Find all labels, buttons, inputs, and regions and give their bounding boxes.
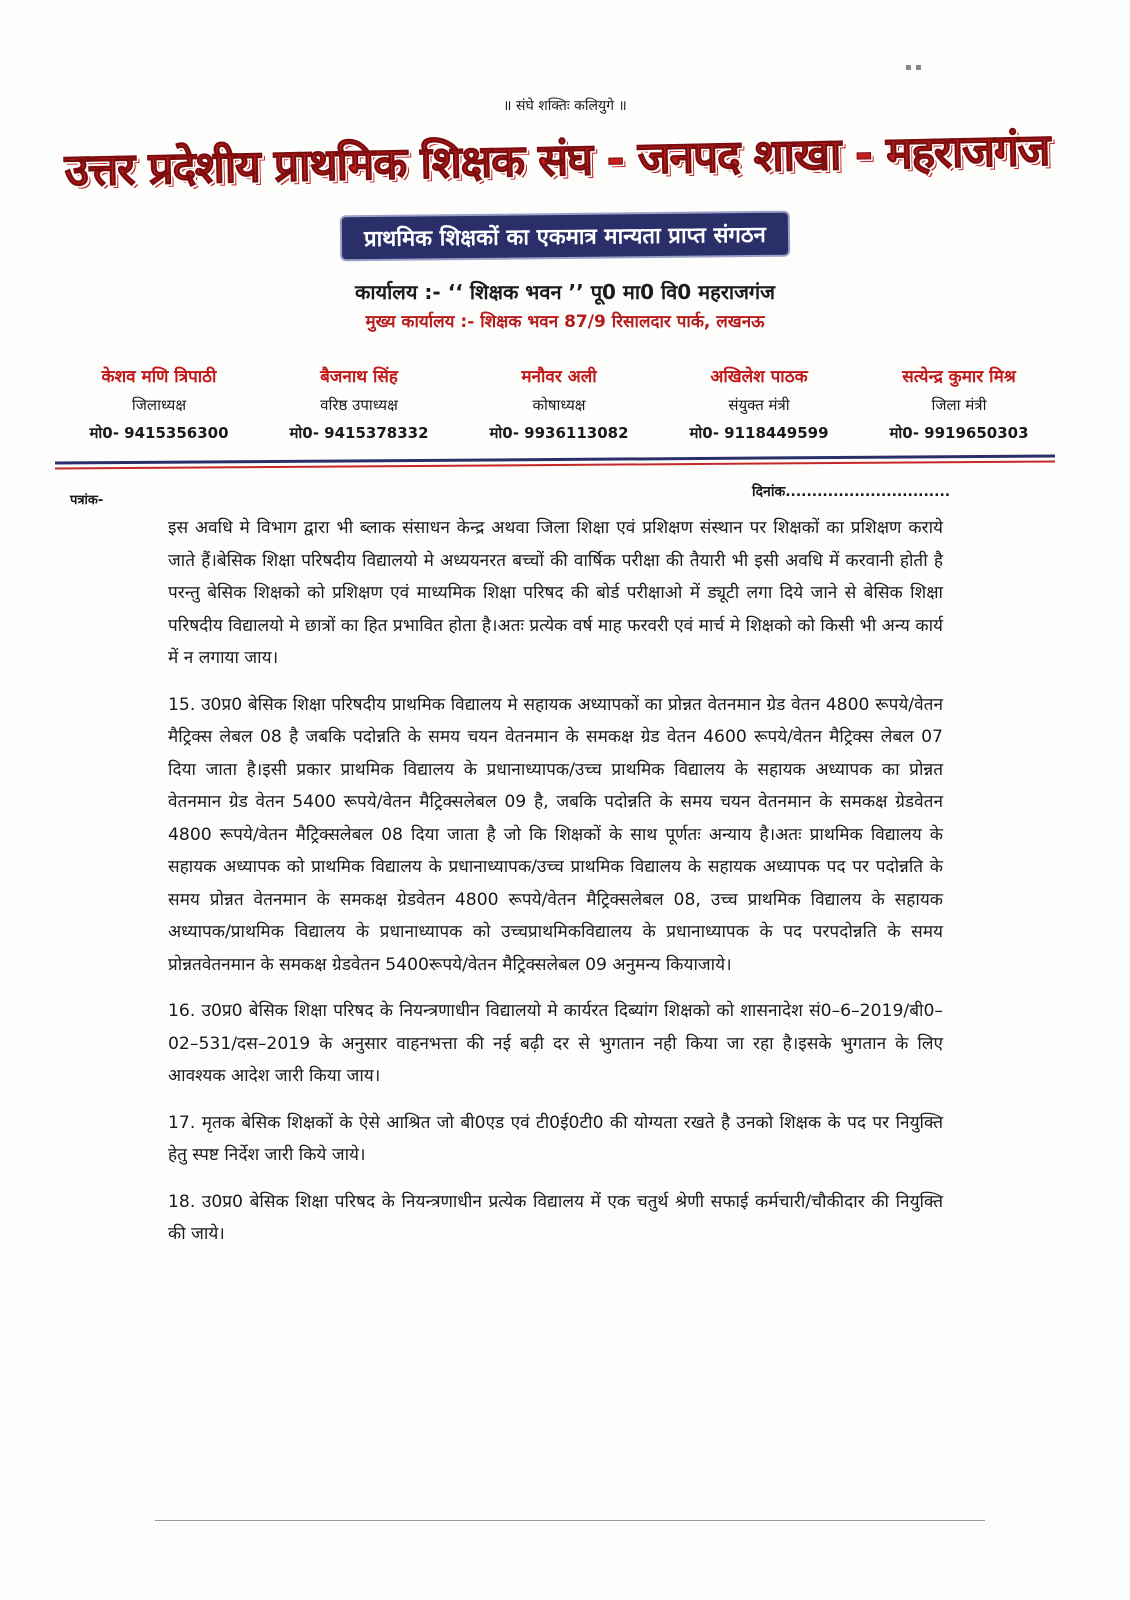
head-office-address: मुख्य कार्यालय :- शिक्षक भवन 87/9 रिसालदार पार्क, लखनऊ [365, 312, 765, 332]
officer-name: अखिलेश पाठक [710, 367, 808, 387]
scan-speck: ▪ ▪ [905, 62, 922, 73]
officer-card [864, 364, 1054, 443]
footer-divider [155, 1520, 985, 1521]
officer-name: केशव मणि त्रिपाठी [101, 367, 217, 387]
paragraph: 17. मृतक बेसिक शिक्षकों के ऐसे आश्रित जो बी0एड एवं टी0ई0टी0 की योग्यता रखते है उनको शिक्षक के पद पर नियुक्ति हेतु स्पष्ट निर्देश जारी किये जाये। [168, 1112, 943, 1165]
office-address: कार्यालय :- ‘‘ शिक्षक भवन ’’ पू0 मा0 वि0 महराजगंज [354, 280, 776, 304]
officer-phone: मो0- 9415356300 [89, 424, 229, 442]
officer-card [64, 364, 254, 443]
officers-row [64, 364, 1054, 443]
officer-phone: मो0- 9118449599 [689, 424, 829, 442]
officer-designation: वरिष्ठ उपाध्यक्ष [320, 396, 398, 414]
officer-designation: जिलाध्यक्ष [131, 396, 187, 414]
officer-card [464, 364, 654, 443]
officer-phone: मो0- 9415378332 [289, 424, 429, 442]
officer-card [664, 364, 854, 443]
organization-title: उत्तर प्रदेशीय प्राथमिक शिक्षक संघ - जनपद शाखा - महराजगंज [64, 124, 1050, 197]
officer-name: सत्येन्द्र कुमार मिश्र [902, 367, 1016, 387]
officer-designation: कोषाध्यक्ष [532, 396, 586, 414]
officer-designation: जिला मंत्री [931, 396, 987, 414]
paragraph: 15. उ0प्र0 बेसिक शिक्षा परिषदीय प्राथमिक विद्यालय मे सहायक अध्यापकों का प्रोन्नत वेतनमान ग्रेड वेतन 4800 रूपये/वेतन मैट्रिक्स लेबल 08 है जबकि पदोन्नति के समय चयन वेतनमान के समकक्ष ग्रेड वेतन 4600 रूपये/वेतन मैट्रिक्स लेबल 07 दिया जाता है।इसी प्रकार प्राथमिक विद्यालय के प्रधानाध्यापक/उच्च प्राथमिक विद्यालय के सहायक अध्यापक का प्रोन्नत वेतनमान ग्रेड वेतन 5400 रूपये/वेतन मैट्रिक्सलेबल 09 है, जबकि पदोन्नति के समय चयन वेतनमान के समकक्ष ग्रेडवेतन 4800 रूपये/वेतन मैट्रिक्सलेबल 08 दिया जाता है जो कि शिक्षकों के साथ पूर्णतः अन्याय है।अतः प्राथमिक विद्यालय के सहायक अध्यापक को प्राथमिक विद्यालय के प्रधानाध्यापक/उच्च प्राथमिक विद्यालय के सहायक अध्यापक पद पर पदोन्नति के समय प्रोन्नत वेतनमान के समकक्ष ग्रेडवेतन 4800 रूपये/वेतन मैट्रिक्सलेबल 08, उच्च प्राथमिक विद्यालय के सहायक अध्यापक/प्राथमिक विद्यालय के प्रधानाध्यापक को उच्चप्राथमिकविद्यालय के प्रधानाध्यापक के पद परपदोन्नति के समय प्रोन्नतवेतनमान के समकक्ष ग्रेडवेतन 5400रूपये/वेतन मैट्रिक्सलेबल 09 अनुमन्य कियाजाये। [168, 694, 943, 975]
officer-name: मनौवर अली [521, 367, 597, 387]
tagline-text: प्राथमिक शिक्षकों का एकमात्र मान्यता प्राप्त संगठन [340, 211, 790, 262]
officer-card [264, 364, 454, 443]
officer-phone: मो0- 9919650303 [889, 424, 1029, 442]
reference-number-label: पत्रांक- [70, 493, 104, 508]
officer-name: बैजनाथ सिंह [320, 367, 398, 387]
tagline-banner [0, 213, 1130, 259]
paragraph: 18. उ0प्र0 बेसिक शिक्षा परिषद के नियन्त्रणाधीन प्रत्येक विद्यालय में एक चतुर्थ श्रेणी सफाई कर्मचारी/चौकीदार की नियुक्ति की जाये। [168, 1191, 943, 1244]
paragraph: इस अवधि मे विभाग द्वारा भी ब्लाक संसाधन केन्द्र अथवा जिला शिक्षा एवं प्रशिक्षण संस्थान पर शिक्षकों का प्रशिक्षण कराये जाते हैं।बेसिक शिक्षा परिषदीय विद्यालयो मे अध्ययनरत बच्चों की वार्षिक परीक्षा की तैयारी भी इसी अवधि में करवानी होती है परन्तु बेसिक शिक्षको को प्रशिक्षण एवं माध्यमिक शिक्षा परिषद की बोर्ड परीक्षाओ में ड्यूटी लगा दिये जाने से बेसिक शिक्षा परिषदीय विद्यालयो मे छात्रों का हित प्रभावित होता है।अतः प्रत्येक वर्ष माह फरवरी एवं मार्च मे शिक्षको को किसी भी अन्य कार्य में न लगाया जाय। [168, 518, 943, 668]
officer-phone: मो0- 9936113082 [489, 424, 629, 442]
motto: ॥ संघे शक्तिः कलियुगे ॥ [503, 98, 627, 114]
letter-body [168, 512, 943, 1265]
officer-designation: संयुक्त मंत्री [728, 396, 790, 414]
paragraph: 16. उ0प्र0 बेसिक शिक्षा परिषद के नियन्त्रणाधीन विद्यालयो मे कार्यरत दिब्यांग शिक्षको को शासनादेश सं0–6–2019/बी0–02–531/दस–2019 के अनुसार वाहनभत्ता की नई बढ़ी दर से भुगतान नही किया जा रहा है।इसके भुगतान के लिए आवश्यक आदेश जारी किया जाय। [168, 1001, 943, 1086]
date-label: दिनांक............................... [752, 484, 951, 500]
